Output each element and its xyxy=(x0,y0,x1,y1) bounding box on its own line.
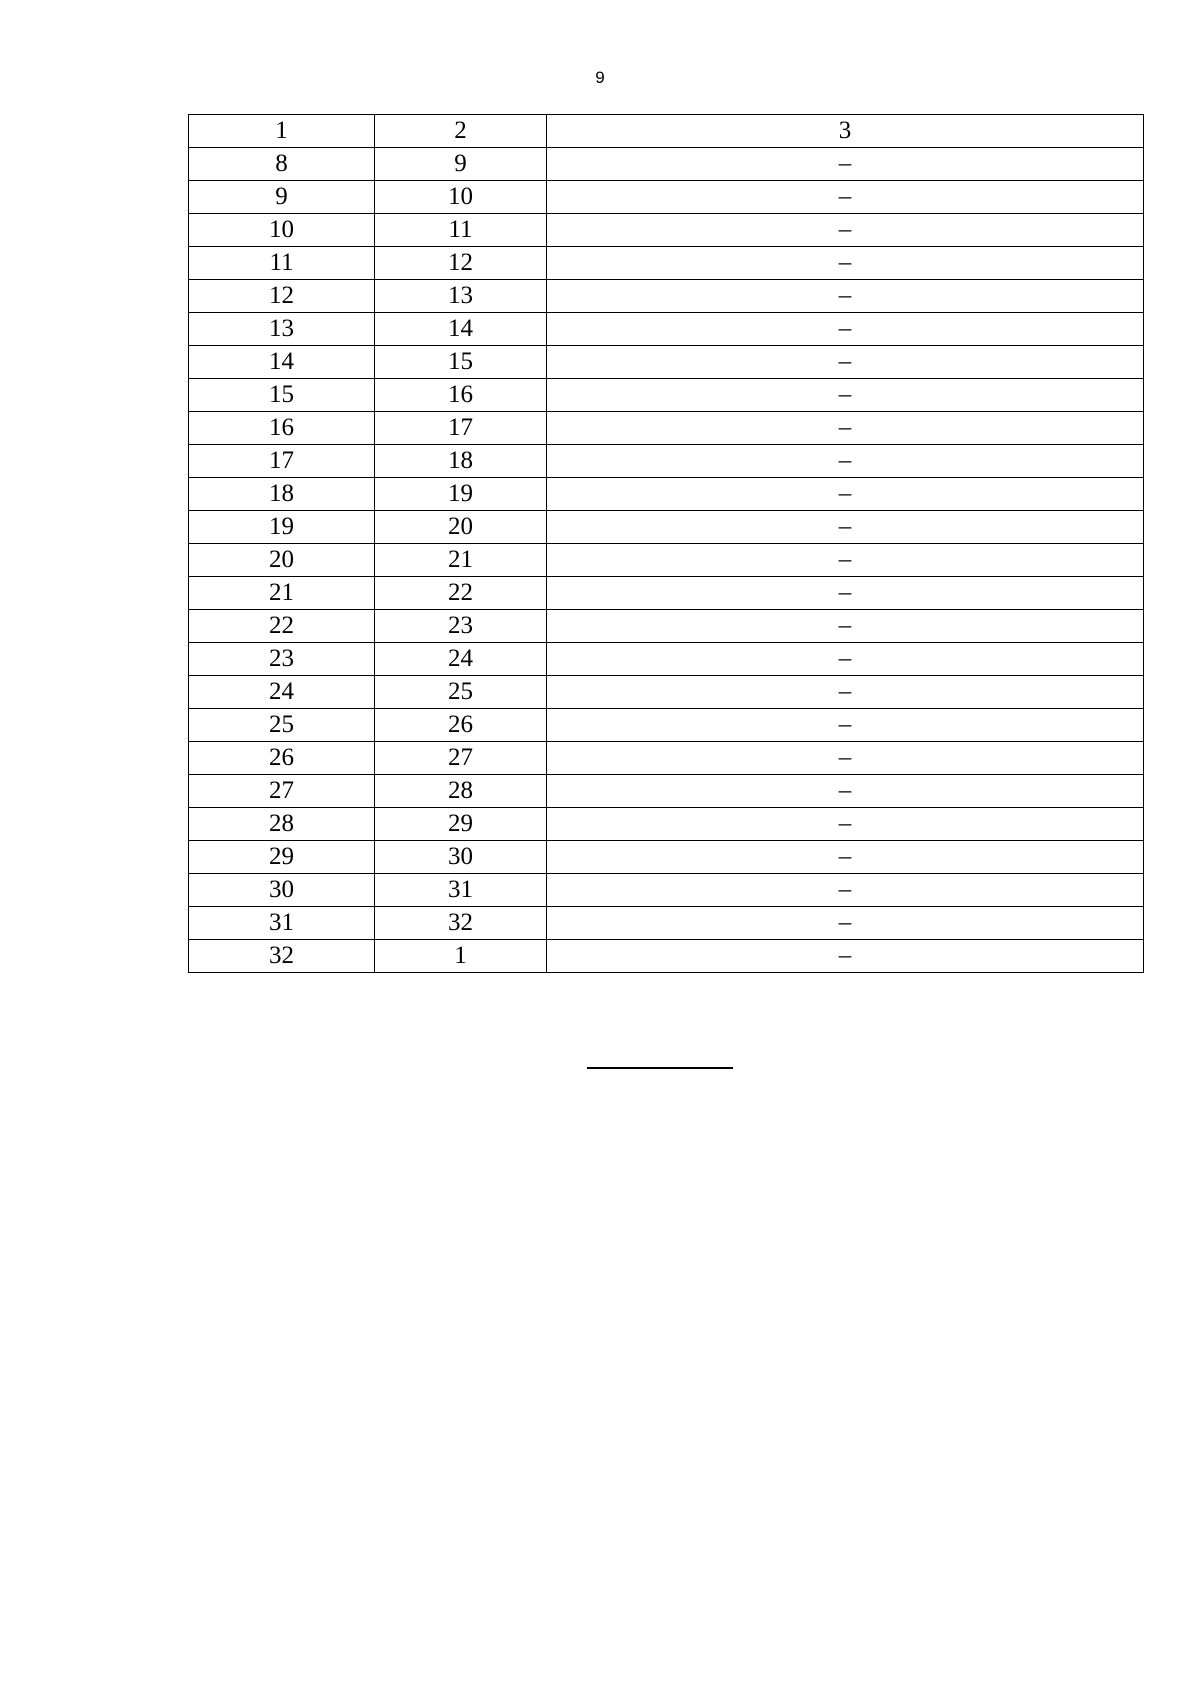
table-cell-col-3: – xyxy=(547,214,1144,247)
table-cell-col-3: – xyxy=(547,478,1144,511)
table-row xyxy=(189,247,1144,280)
table-row xyxy=(189,874,1144,907)
table-cell-col-2: 17 xyxy=(375,412,547,445)
data-table xyxy=(188,114,1144,973)
column-header-2: 2 xyxy=(375,115,547,148)
table-cell-col-1: 26 xyxy=(189,742,375,775)
table-row xyxy=(189,280,1144,313)
column-header-3: 3 xyxy=(547,115,1144,148)
table-cell-col-1: 28 xyxy=(189,808,375,841)
table-cell-col-3: – xyxy=(547,874,1144,907)
table-row xyxy=(189,676,1144,709)
table-cell-col-2: 10 xyxy=(375,181,547,214)
table-cell-col-1: 27 xyxy=(189,775,375,808)
table-cell-col-1: 21 xyxy=(189,577,375,610)
end-of-document-rule xyxy=(587,1067,733,1069)
table-cell-col-3: – xyxy=(547,313,1144,346)
table-cell-col-3: – xyxy=(547,841,1144,874)
table-cell-col-3: – xyxy=(547,445,1144,478)
table-cell-col-1: 23 xyxy=(189,643,375,676)
table-row xyxy=(189,313,1144,346)
table-cell-col-1: 8 xyxy=(189,148,375,181)
table-row xyxy=(189,577,1144,610)
table-cell-col-3: – xyxy=(547,643,1144,676)
table-cell-col-1: 31 xyxy=(189,907,375,940)
table-row xyxy=(189,841,1144,874)
table-row xyxy=(189,610,1144,643)
table-row xyxy=(189,643,1144,676)
table-cell-col-2: 9 xyxy=(375,148,547,181)
table-cell-col-2: 11 xyxy=(375,214,547,247)
table-cell-col-1: 25 xyxy=(189,709,375,742)
table-cell-col-1: 16 xyxy=(189,412,375,445)
table-cell-col-3: – xyxy=(547,148,1144,181)
table-cell-col-3: – xyxy=(547,544,1144,577)
table-cell-col-3: – xyxy=(547,742,1144,775)
column-header-1: 1 xyxy=(189,115,375,148)
table-row xyxy=(189,148,1144,181)
table-cell-col-3: – xyxy=(547,676,1144,709)
table-body xyxy=(189,115,1144,973)
table-cell-col-3: – xyxy=(547,709,1144,742)
table-row xyxy=(189,511,1144,544)
table-row xyxy=(189,214,1144,247)
table-cell-col-1: 12 xyxy=(189,280,375,313)
table-cell-col-2: 26 xyxy=(375,709,547,742)
table-cell-col-2: 20 xyxy=(375,511,547,544)
table-cell-col-3: – xyxy=(547,940,1144,973)
table-cell-col-3: – xyxy=(547,412,1144,445)
table-row xyxy=(189,478,1144,511)
table-cell-col-2: 12 xyxy=(375,247,547,280)
table-cell-col-2: 19 xyxy=(375,478,547,511)
table-cell-col-3: – xyxy=(547,280,1144,313)
table-cell-col-2: 15 xyxy=(375,346,547,379)
table-cell-col-2: 27 xyxy=(375,742,547,775)
table-row xyxy=(189,775,1144,808)
table-cell-col-2: 14 xyxy=(375,313,547,346)
table-cell-col-3: – xyxy=(547,346,1144,379)
table-cell-col-2: 28 xyxy=(375,775,547,808)
table-cell-col-1: 19 xyxy=(189,511,375,544)
table-cell-col-1: 22 xyxy=(189,610,375,643)
table-cell-col-2: 31 xyxy=(375,874,547,907)
table-cell-col-3: – xyxy=(547,511,1144,544)
table-cell-col-2: 1 xyxy=(375,940,547,973)
table-cell-col-2: 29 xyxy=(375,808,547,841)
table-row xyxy=(189,709,1144,742)
table-row xyxy=(189,940,1144,973)
page-number: 9 xyxy=(595,68,605,87)
table-cell-col-1: 20 xyxy=(189,544,375,577)
table-cell-col-3: – xyxy=(547,775,1144,808)
table-cell-col-3: – xyxy=(547,907,1144,940)
table-cell-col-1: 30 xyxy=(189,874,375,907)
table-row xyxy=(189,544,1144,577)
table-cell-col-1: 29 xyxy=(189,841,375,874)
table-row xyxy=(189,445,1144,478)
table-cell-col-3: – xyxy=(547,181,1144,214)
table-cell-col-1: 18 xyxy=(189,478,375,511)
table-row xyxy=(189,412,1144,445)
table-cell-col-1: 17 xyxy=(189,445,375,478)
table-cell-col-3: – xyxy=(547,379,1144,412)
table-cell-col-2: 23 xyxy=(375,610,547,643)
table-cell-col-2: 25 xyxy=(375,676,547,709)
table-row xyxy=(189,907,1144,940)
table-cell-col-1: 11 xyxy=(189,247,375,280)
table-cell-col-2: 16 xyxy=(375,379,547,412)
table-cell-col-1: 24 xyxy=(189,676,375,709)
table-cell-col-2: 32 xyxy=(375,907,547,940)
table-cell-col-1: 32 xyxy=(189,940,375,973)
table-row xyxy=(189,742,1144,775)
table-cell-col-1: 15 xyxy=(189,379,375,412)
table-row xyxy=(189,808,1144,841)
table-cell-col-3: – xyxy=(547,610,1144,643)
table-row xyxy=(189,181,1144,214)
table-cell-col-2: 30 xyxy=(375,841,547,874)
table-cell-col-1: 13 xyxy=(189,313,375,346)
table-row xyxy=(189,379,1144,412)
table-cell-col-1: 10 xyxy=(189,214,375,247)
table-cell-col-1: 14 xyxy=(189,346,375,379)
table-cell-col-3: – xyxy=(547,247,1144,280)
table-cell-col-3: – xyxy=(547,577,1144,610)
table-cell-col-2: 18 xyxy=(375,445,547,478)
table-cell-col-2: 13 xyxy=(375,280,547,313)
table-cell-col-2: 21 xyxy=(375,544,547,577)
table-cell-col-2: 24 xyxy=(375,643,547,676)
table-header-row xyxy=(189,115,1144,148)
table-cell-col-2: 22 xyxy=(375,577,547,610)
table-cell-col-1: 9 xyxy=(189,181,375,214)
table-cell-col-3: – xyxy=(547,808,1144,841)
table-row xyxy=(189,346,1144,379)
